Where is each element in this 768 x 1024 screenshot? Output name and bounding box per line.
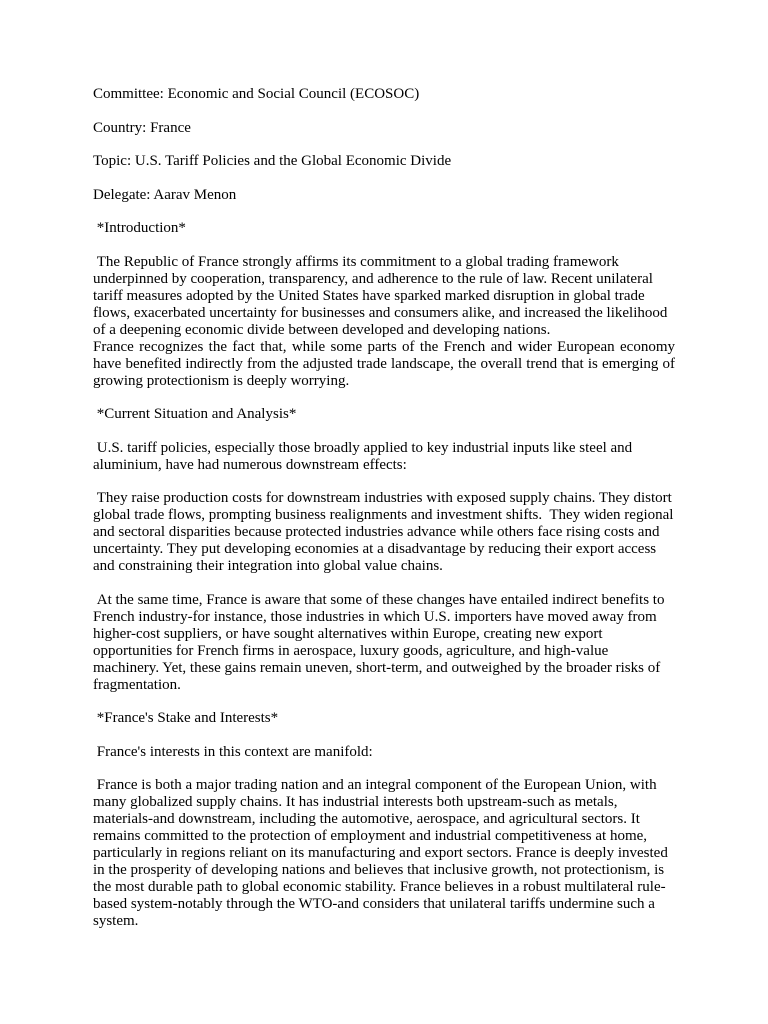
france-stake-paragraph-1: France's interests in this context are manifold: xyxy=(93,743,373,760)
current-situation-heading: *Current Situation and Analysis* xyxy=(93,406,297,422)
current-situation-paragraph-1: U.S. tariff policies, especially those broadly applied to key industrial inputs like steel and aluminium, have had numerous downstream effects: xyxy=(93,439,636,473)
country-line: Country: France xyxy=(93,119,191,136)
document-body xyxy=(93,86,679,947)
introduction-paragraph-2: France recognizes the fact that, while some parts of the French and wider European economy have benefited indirectly from the adjusted trade landscape, the overall trend that is emerging of growing protectionism is deeply worrying. xyxy=(93,338,679,389)
france-stake-heading: *France's Stake and Interests* xyxy=(93,710,279,726)
topic-line: Topic: U.S. Tariff Policies and the Global Economic Divide xyxy=(93,153,452,169)
current-situation-paragraph-2: They raise production costs for downstream industries with exposed supply chains. They distort global trade flows, prompting business realignments and investment shifts. They widen regional and sectoral disparities because protected industries advance while others face rising costs and uncertainty. They put developing economies at a disadvantage by reducing their export access and constraining their integration into global value chains. xyxy=(93,490,678,574)
france-stake-paragraph-2: France is both a major trading nation and an integral component of the European Union, with many globalized supply chains. It has industrial interests both upstream-such as metals, materials-and downstream, including the automotive, aerospace, and agricultural sectors. It remains committed to the protection of employment and industrial competitiveness at home, particularly in regions reliant on its manufacturing and export sectors. France is deeply invested in the prosperity of developing nations and believes that inclusive growth, not protectionism, is the most durable path to global economic stability. France believes in a robust multilateral rule-based system-notably through the WTO-and considers that unilateral tariffs undermine such a system. xyxy=(93,777,672,929)
introduction-paragraph-1: The Republic of France strongly affirms its commitment to a global trading framework underpinned by cooperation, transparency, and adherence to the rule of law. Recent unilateral tariff measures adopted by the United States have sparked marked disruption in global trade flows, exacerbated uncertainty for businesses and consumers alike, and increased the likelihood of a deepening economic divide between developed and developing nations. xyxy=(93,253,672,338)
committee-line: Committee: Economic and Social Council (ECOSOC) xyxy=(93,86,420,102)
introduction-heading: *Introduction* xyxy=(93,220,186,236)
current-situation-paragraph-3: At the same time, France is aware that some of these changes have entailed indirect benefits to French industry-for instance, those industries in which U.S. importers have moved away from higher-cost suppliers, or have sought alternatives within Europe, creating new export opportunities for French firms in aerospace, luxury goods, agriculture, and high-value machinery. Yet, these gains remain uneven, short-term, and outweighed by the broader risks of fragmentation. xyxy=(93,591,669,693)
delegate-line: Delegate: Aarav Menon xyxy=(93,186,237,203)
